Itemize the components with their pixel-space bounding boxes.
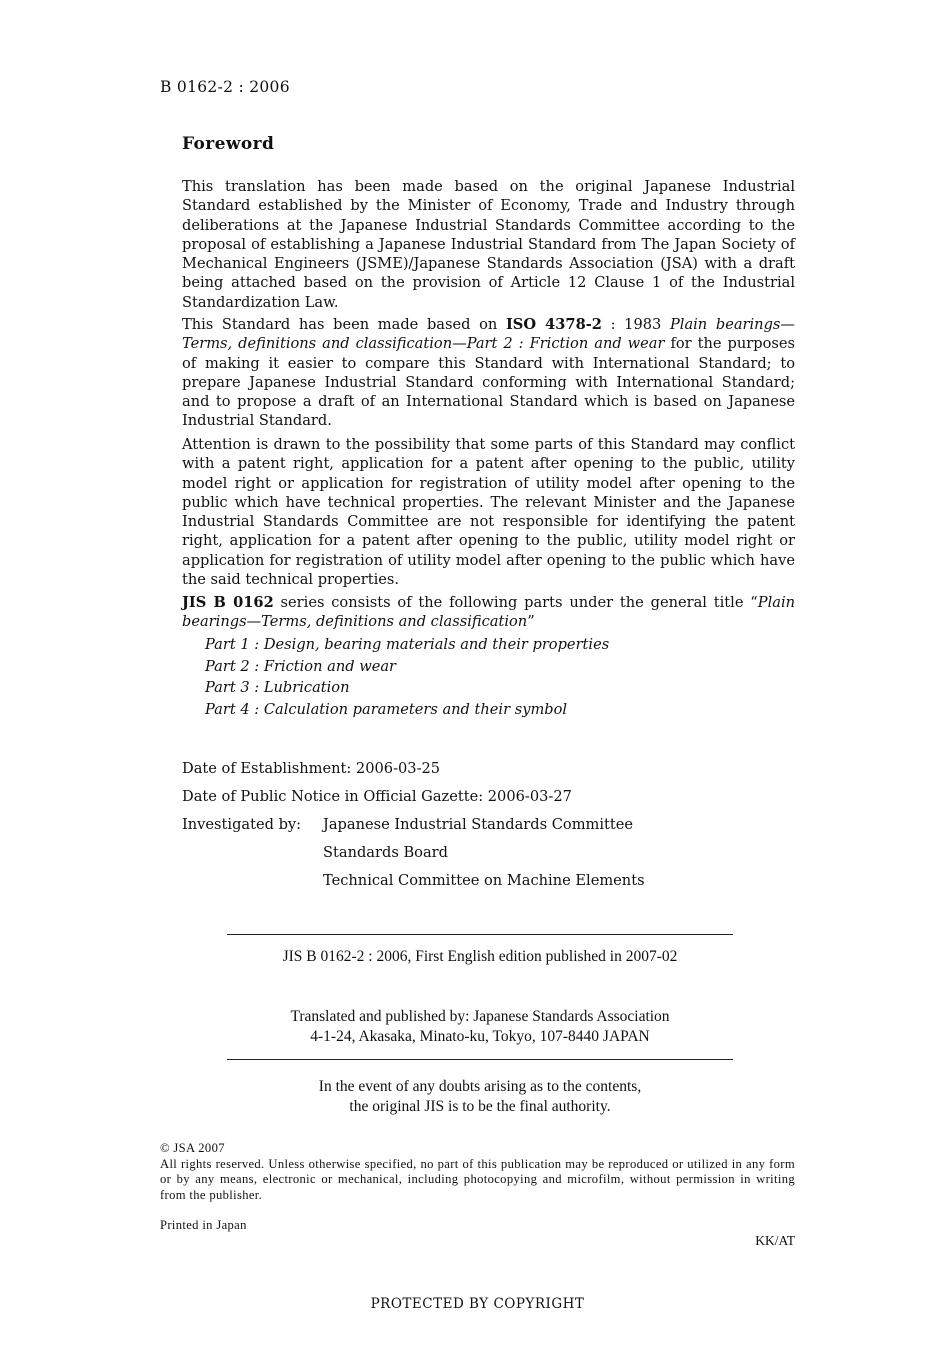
- foreword-paragraph-4: [182, 593, 795, 632]
- investigated-row: [182, 811, 645, 839]
- protected-notice: PROTECTED BY COPYRIGHT: [370, 1296, 585, 1312]
- divider-top: [227, 934, 733, 935]
- foreword-paragraph-1: This translation has been made based on the original Japanese Industrial Standard established by the Minister of Economy, Trade and Industry through deliberations at the Japanese Industrial Standards Committee according to the proposal of establishing a Japanese Industrial Standard from The Japan Society of Mechanical Engineers (JSME)/Japanese Standards Association (JSA) with a draft being attached based on the provision of Article 12 Clause 1 of the Industrial Standardization Law.: [182, 178, 795, 311]
- authority-line-1: In the event of any doubts arising as to the contents,: [318, 1078, 642, 1095]
- document-code: B 0162-2 : 2006: [160, 78, 290, 96]
- investigated-by-2: Standards Board: [323, 844, 448, 861]
- translated-line-2: 4-1-24, Akasaka, Minato-ku, Tokyo, 107-8440 JAPAN: [310, 1028, 650, 1045]
- edition-note: JIS B 0162-2 : 2006, First English edition published in 2007-02: [282, 948, 678, 965]
- doc-initials: KK/AT: [755, 1233, 795, 1248]
- p2-lead: This Standard has been made based on: [182, 316, 506, 333]
- foreword-paragraph-2: [182, 315, 795, 431]
- iso-year: : 1983: [601, 316, 670, 333]
- divider-bottom: [227, 1059, 733, 1060]
- copyright-text: All rights reserved. Unless otherwise specified, no part of this publication may be reproduced or utilized in any form or by any means, electronic or mechanical, including photocopying and microfilm, without permission in writing from the publisher.: [160, 1156, 795, 1202]
- investigated-label: Investigated by:: [182, 816, 302, 833]
- translated-line-1: Translated and published by: Japanese Standards Association: [290, 1008, 670, 1025]
- list-item: Part 3 : Lubrication: [205, 679, 350, 696]
- foreword-paragraph-3: Attention is drawn to the possibility that some parts of this Standard may conflict with a patent right, application for a patent after opening to the public, utility model right or application for registration of utility model after opening to the public which have technical properties. The relevant Minister and the Japanese Industrial Standards Committee are not responsible for identifying the patent right, application for a patent after opening to the public, utility model right or application for registration of utility model after opening to the public which have the said technical properties.: [182, 436, 795, 589]
- investigated-row: [182, 867, 645, 895]
- authority-line-2: the original JIS is to be the final authority.: [349, 1098, 611, 1115]
- investigated-by-1: Japanese Industrial Standards Committee: [323, 816, 634, 833]
- p4-close: ”: [527, 613, 535, 631]
- iso-reference: ISO 4378-2: [505, 316, 602, 333]
- p4-lead: series consists of the following parts under the general title “: [273, 594, 758, 611]
- dates-block: [182, 755, 645, 895]
- parts-list: [205, 634, 609, 720]
- list-item: Part 2 : Friction and wear: [205, 657, 397, 675]
- date-of-establishment: Date of Establishment: 2006-03-25: [182, 760, 441, 777]
- list-item: Part 4 : Calculation parameters and their symbol: [205, 700, 568, 718]
- translated-by: [160, 1007, 800, 1047]
- investigated-row: [182, 839, 645, 867]
- copyright-block: [160, 1141, 795, 1203]
- general-title: Plain bearings—Terms, definitions and classification: [182, 594, 796, 631]
- list-item: Part 1 : Design, bearing materials and their properties: [205, 636, 610, 653]
- date-of-public-notice: Date of Public Notice in Official Gazette: 2006-03-27: [182, 788, 572, 805]
- authority-note: [160, 1077, 800, 1117]
- investigated-by-3: Technical Committee on Machine Elements: [323, 872, 645, 889]
- printed-in: Printed in Japan: [160, 1218, 247, 1232]
- copyright-line: © JSA 2007: [160, 1141, 225, 1155]
- p2-rest: for the purposes of making it easier to compare this Standard with International Standard; to prepare Japanese Industrial Standard conforming with International Standard; and to propose a draft of an International Standard which is based on Japanese Industrial Standard.: [182, 335, 795, 430]
- iso-title: Plain bearings—Terms, definitions and classification—Part 2 : Friction and wear: [182, 316, 795, 353]
- series-reference: JIS B 0162: [182, 594, 274, 611]
- page-title: Foreword: [182, 134, 275, 154]
